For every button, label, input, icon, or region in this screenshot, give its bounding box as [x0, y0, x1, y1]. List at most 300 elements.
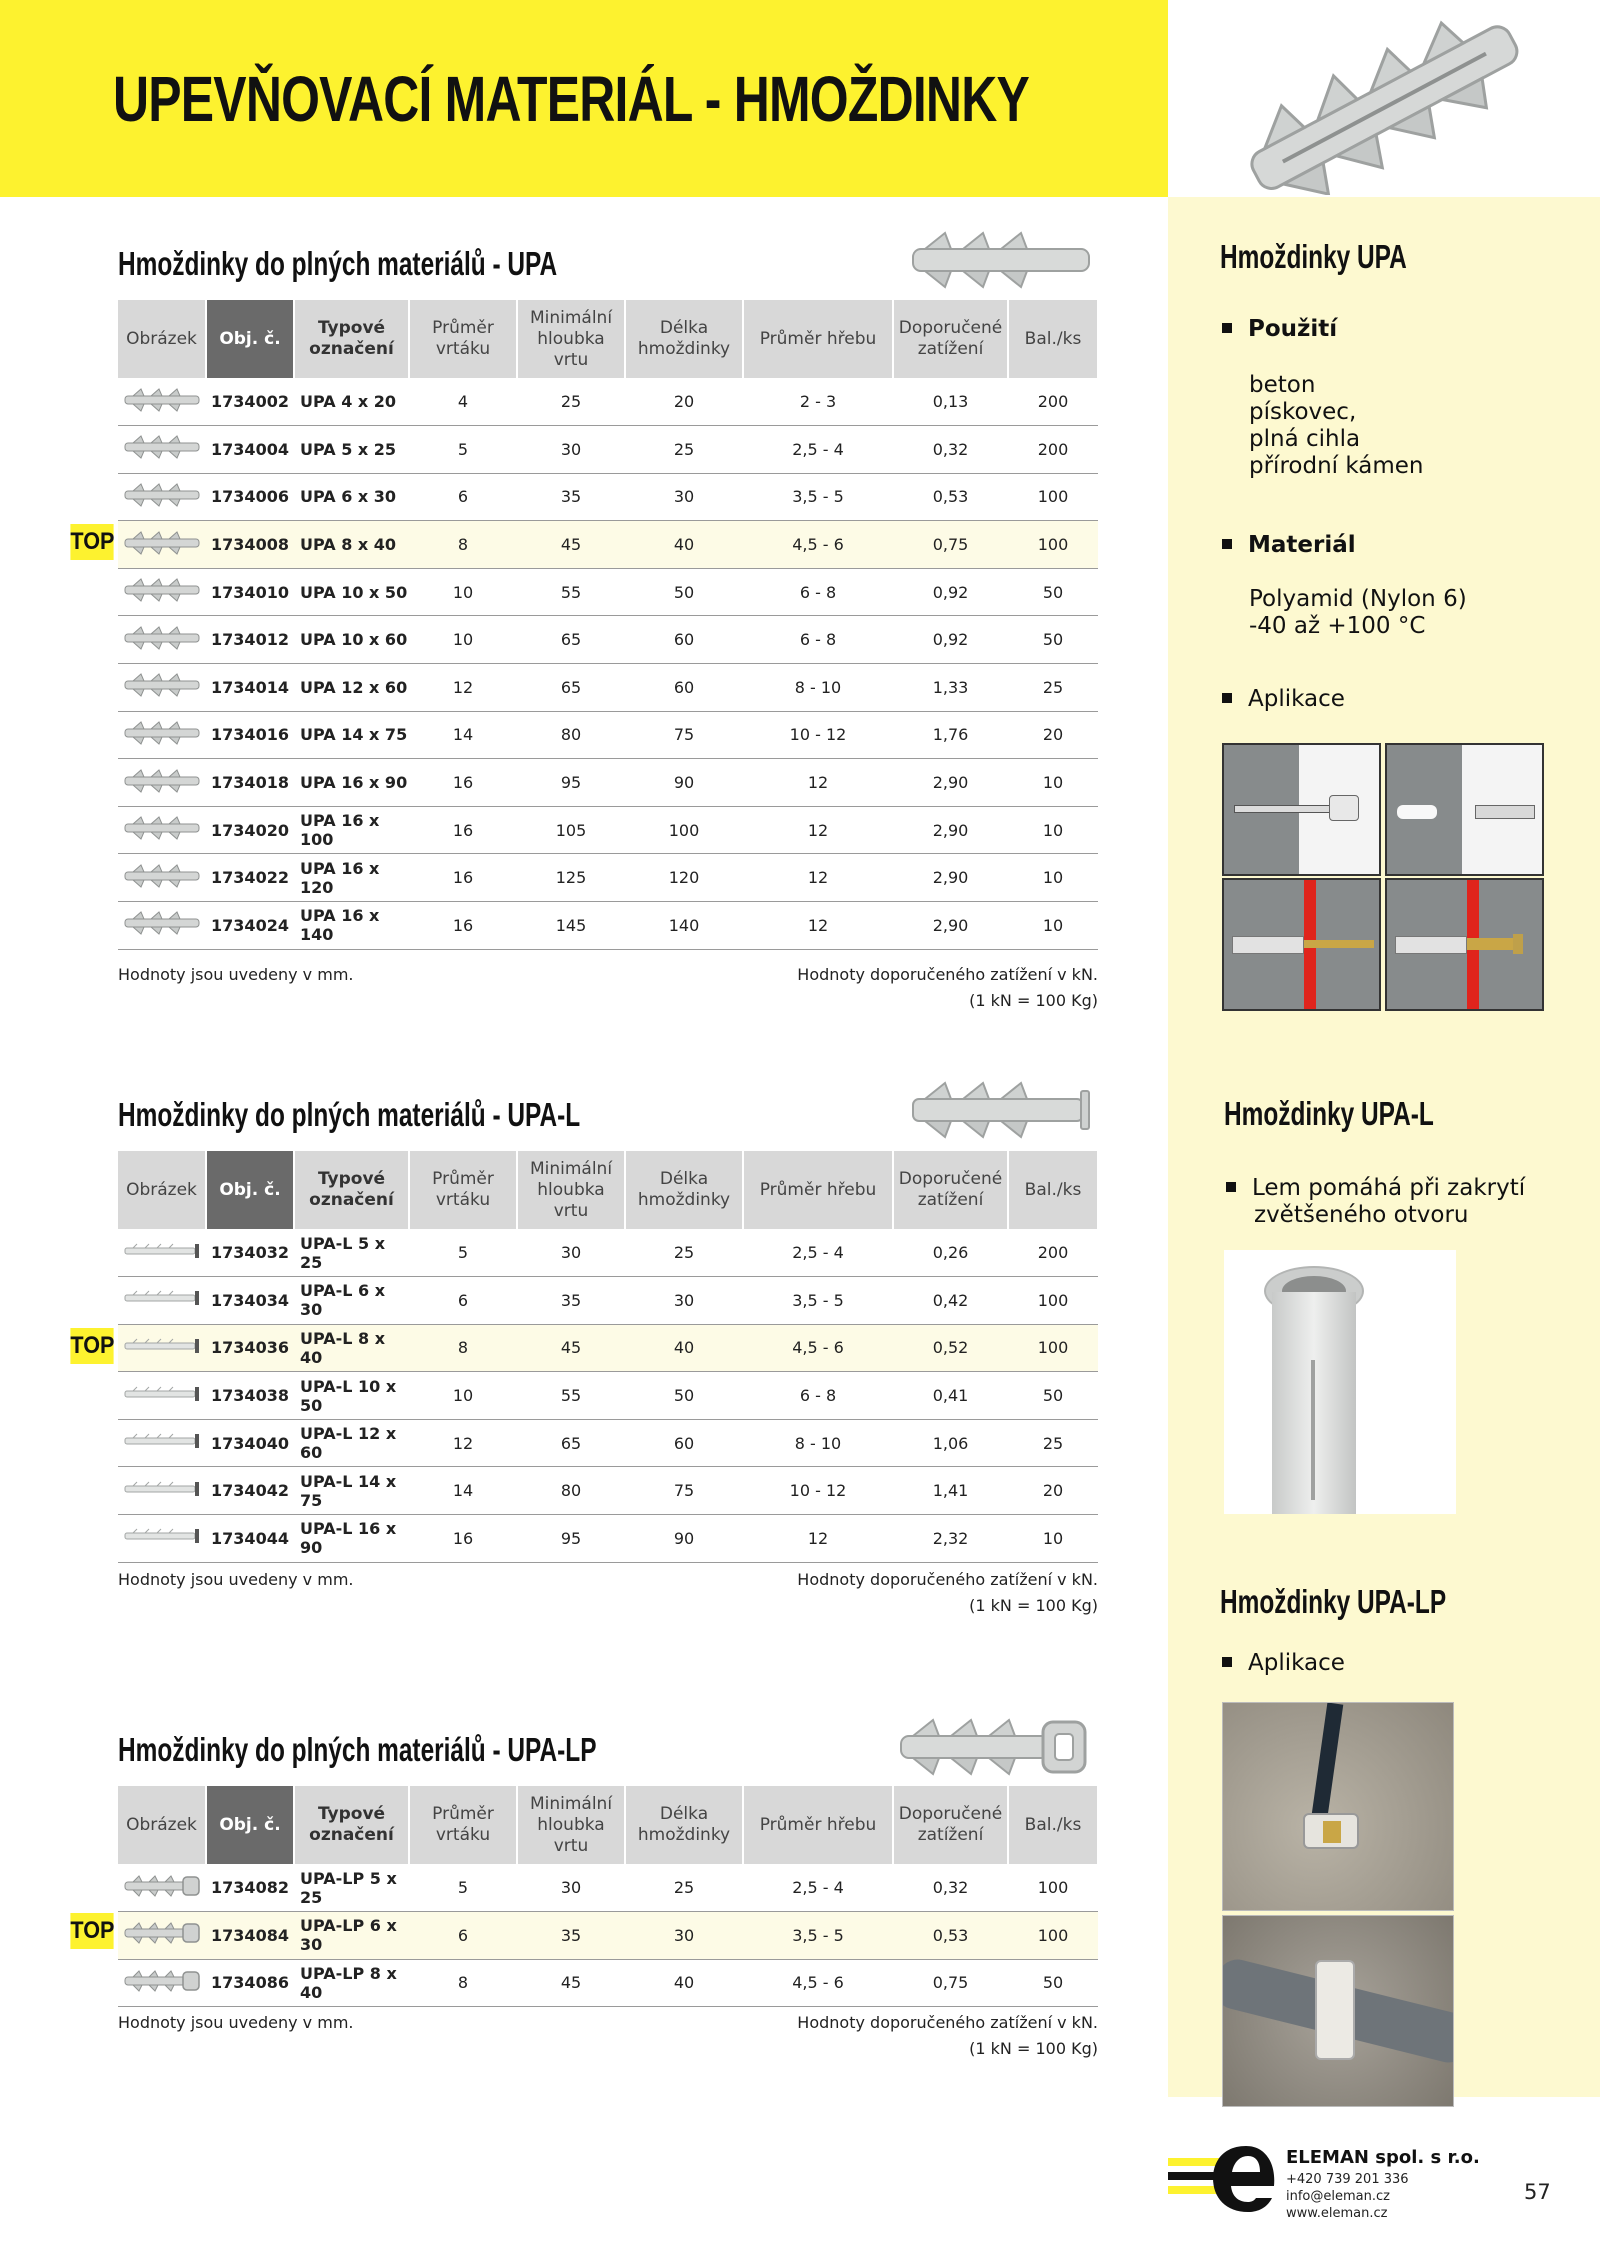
type-designation: UPA-L 6 x 30 — [294, 1277, 409, 1325]
table-row — [118, 806, 1098, 854]
min-hole-depth: 30 — [517, 426, 625, 474]
recommended-load: 0,92 — [893, 616, 1008, 664]
recommended-load: 0,53 — [893, 473, 1008, 521]
min-hole-depth: 145 — [517, 902, 625, 950]
drill-diameter: 6 — [409, 1912, 517, 1960]
table-row — [118, 473, 1098, 521]
anchor-length: 25 — [625, 426, 743, 474]
material-item: Polyamid (Nylon 6) — [1249, 586, 1467, 612]
type-designation: UPA-L 10 x 50 — [294, 1372, 409, 1420]
order-number: 1734086 — [206, 1959, 294, 2007]
pack-quantity: 10 — [1008, 1515, 1098, 1563]
table-row — [118, 1277, 1098, 1325]
pack-quantity: 20 — [1008, 1467, 1098, 1515]
anchor-length: 75 — [625, 1467, 743, 1515]
top-badge: TOP — [70, 1328, 113, 1364]
note-kn-text: Hodnoty doporučeného zatížení v kN. — [797, 1570, 1098, 1589]
col-prumer-hrebu: Průměr hřebu — [743, 1786, 893, 1864]
pack-quantity: 100 — [1008, 1277, 1098, 1325]
nail-diameter: 10 - 12 — [743, 1467, 893, 1515]
sidebar-title-upa: Hmoždinky UPA — [1220, 238, 1407, 275]
drill-diameter: 10 — [409, 1372, 517, 1420]
nail-diameter: 10 - 12 — [743, 711, 893, 759]
drill-diameter: 5 — [409, 1864, 517, 1912]
company-email: info@eleman.cz — [1286, 2189, 1390, 2204]
pouziti-item: pískovec, — [1249, 399, 1357, 425]
drill-diameter: 16 — [409, 806, 517, 854]
table-row — [118, 521, 1098, 569]
anchor-length: 90 — [625, 759, 743, 807]
pack-quantity: 100 — [1008, 1324, 1098, 1372]
pack-quantity: 50 — [1008, 1959, 1098, 2007]
drill-diameter: 8 — [409, 521, 517, 569]
top-badge: TOP — [70, 524, 113, 560]
table-row — [118, 1467, 1098, 1515]
anchor-length: 140 — [625, 902, 743, 950]
recommended-load: 1,76 — [893, 711, 1008, 759]
type-designation: UPA 8 x 40 — [294, 521, 409, 569]
type-designation: UPA-LP 5 x 25 — [294, 1864, 409, 1912]
drill-diameter: 8 — [409, 1324, 517, 1372]
pack-quantity: 100 — [1008, 521, 1098, 569]
nail-diameter: 6 - 8 — [743, 1372, 893, 1420]
order-number: 1734012 — [206, 616, 294, 664]
page-title: UPEVŇOVACÍ MATERIÁL - HMOŽDINKY — [113, 63, 1029, 135]
table-header-row — [118, 300, 1098, 378]
nail-diameter: 3,5 - 5 — [743, 1277, 893, 1325]
anchor-thumbnail — [118, 1419, 206, 1467]
order-number: 1734042 — [206, 1467, 294, 1515]
step-drill-image — [1222, 743, 1381, 876]
order-number: 1734038 — [206, 1372, 294, 1420]
step-insert-image — [1385, 743, 1544, 876]
nail-diameter: 3,5 - 5 — [743, 473, 893, 521]
drill-diameter: 6 — [409, 473, 517, 521]
nail-diameter: 6 - 8 — [743, 616, 893, 664]
col-zatizeni: Doporučené zatížení — [893, 1151, 1008, 1229]
pack-quantity: 10 — [1008, 806, 1098, 854]
type-designation: UPA 10 x 60 — [294, 616, 409, 664]
eleman-logo — [1168, 2138, 1278, 2218]
anchor-thumbnail — [118, 854, 206, 902]
type-designation: UPA-L 5 x 25 — [294, 1229, 409, 1277]
sidebar-title-upal: Hmoždinky UPA-L — [1224, 1095, 1434, 1132]
order-number: 1734032 — [206, 1229, 294, 1277]
note-mm: Hodnoty jsou uvedeny v mm. — [118, 1570, 354, 1589]
min-hole-depth: 25 — [517, 378, 625, 426]
order-number: 1734082 — [206, 1864, 294, 1912]
col-bal: Bal./ks — [1008, 1151, 1098, 1229]
order-number: 1734002 — [206, 378, 294, 426]
type-designation: UPA 16 x 120 — [294, 854, 409, 902]
order-number: 1734010 — [206, 568, 294, 616]
col-prumer-vrtaku: Průměr vrtáku — [409, 300, 517, 378]
nail-diameter: 8 - 10 — [743, 1419, 893, 1467]
anchor-thumbnail — [118, 1959, 206, 2007]
pack-quantity: 20 — [1008, 711, 1098, 759]
anchor-length: 30 — [625, 473, 743, 521]
nail-diameter: 12 — [743, 902, 893, 950]
min-hole-depth: 30 — [517, 1864, 625, 1912]
step-screw-image — [1222, 878, 1381, 1011]
anchor-length: 60 — [625, 616, 743, 664]
nail-diameter: 4,5 - 6 — [743, 521, 893, 569]
pack-quantity: 200 — [1008, 426, 1098, 474]
col-obrazek: Obrázek — [118, 1786, 206, 1864]
table-row — [118, 902, 1098, 950]
pack-quantity: 10 — [1008, 854, 1098, 902]
recommended-load: 0,52 — [893, 1324, 1008, 1372]
min-hole-depth: 95 — [517, 1515, 625, 1563]
col-typ: Typové označení — [294, 1151, 409, 1229]
anchor-length: 50 — [625, 1372, 743, 1420]
table-row — [118, 426, 1098, 474]
recommended-load: 2,90 — [893, 759, 1008, 807]
pouziti-label: Použití — [1222, 316, 1337, 342]
min-hole-depth: 30 — [517, 1229, 625, 1277]
drill-diameter: 16 — [409, 854, 517, 902]
anchor-thumbnail — [118, 616, 206, 664]
anchor-length: 60 — [625, 664, 743, 712]
recommended-load: 0,32 — [893, 1864, 1008, 1912]
recommended-load: 0,13 — [893, 378, 1008, 426]
note-kn-conversion: (1 kN = 100 Kg) — [969, 2039, 1098, 2058]
min-hole-depth: 65 — [517, 664, 625, 712]
recommended-load: 2,32 — [893, 1515, 1008, 1563]
recommended-load: 0,32 — [893, 426, 1008, 474]
anchor-thumbnail — [118, 1912, 206, 1960]
col-delka: Délka hmoždinky — [625, 300, 743, 378]
type-designation: UPA-L 12 x 60 — [294, 1419, 409, 1467]
order-number: 1734008 — [206, 521, 294, 569]
recommended-load: 2,90 — [893, 902, 1008, 950]
note-kn-text: Hodnoty doporučeného zatížení v kN. — [797, 965, 1098, 984]
table-row — [118, 1912, 1098, 1960]
note-mm: Hodnoty jsou uvedeny v mm. — [118, 2013, 354, 2032]
recommended-load: 0,53 — [893, 1912, 1008, 1960]
col-bal: Bal./ks — [1008, 300, 1098, 378]
company-web: www.eleman.cz — [1286, 2206, 1388, 2221]
pouziti-item: přírodní kámen — [1249, 453, 1424, 479]
section-title-upal: Hmoždinky do plných materiálů - UPA-L — [118, 1096, 581, 1133]
nail-diameter: 12 — [743, 854, 893, 902]
anchor-thumbnail — [118, 378, 206, 426]
table-row — [118, 1229, 1098, 1277]
drill-diameter: 8 — [409, 1959, 517, 2007]
drill-diameter: 5 — [409, 1229, 517, 1277]
table-header-row — [118, 1151, 1098, 1229]
order-number: 1734014 — [206, 664, 294, 712]
order-number: 1734040 — [206, 1419, 294, 1467]
col-prumer-vrtaku: Průměr vrtáku — [409, 1786, 517, 1864]
step-fixed-image — [1385, 878, 1544, 1011]
type-designation: UPA-L 16 x 90 — [294, 1515, 409, 1563]
note-mm: Hodnoty jsou uvedeny v mm. — [118, 965, 354, 984]
anchor-length: 20 — [625, 378, 743, 426]
anchor-length: 60 — [625, 1419, 743, 1467]
col-typ: Typové označení — [294, 300, 409, 378]
col-obrazek: Obrázek — [118, 300, 206, 378]
aplikace-label: Aplikace — [1222, 686, 1345, 712]
anchor-thumbnail — [118, 1864, 206, 1912]
application-steps-image — [1222, 743, 1544, 1011]
type-designation: UPA 16 x 100 — [294, 806, 409, 854]
col-prumer-hrebu: Průměr hřebu — [743, 300, 893, 378]
drill-diameter: 4 — [409, 378, 517, 426]
upal-table — [118, 1151, 1099, 1563]
col-prumer-hrebu: Průměr hřebu — [743, 1151, 893, 1229]
upalp-aplikace-label: Aplikace — [1222, 1650, 1345, 1676]
min-hole-depth: 65 — [517, 616, 625, 664]
drill-diameter: 16 — [409, 1515, 517, 1563]
pack-quantity: 100 — [1008, 1864, 1098, 1912]
anchor-thumbnail — [118, 568, 206, 616]
pack-quantity: 200 — [1008, 1229, 1098, 1277]
recommended-load: 1,06 — [893, 1419, 1008, 1467]
note-kn-conversion: (1 kN = 100 Kg) — [969, 1596, 1098, 1615]
anchor-thumbnail — [118, 711, 206, 759]
pack-quantity: 100 — [1008, 1912, 1098, 1960]
nail-diameter: 12 — [743, 1515, 893, 1563]
col-prumer-vrtaku: Průměr vrtáku — [409, 1151, 517, 1229]
company-phone: +420 739 201 336 — [1286, 2172, 1409, 2187]
order-number: 1734022 — [206, 854, 294, 902]
nail-diameter: 2,5 - 4 — [743, 1229, 893, 1277]
note-kn — [797, 962, 1098, 1014]
pack-quantity: 100 — [1008, 473, 1098, 521]
min-hole-depth: 125 — [517, 854, 625, 902]
anchor-thumbnail — [118, 1467, 206, 1515]
drill-diameter: 14 — [409, 711, 517, 759]
order-number: 1734020 — [206, 806, 294, 854]
anchor-thumbnail — [118, 759, 206, 807]
table-row — [118, 1515, 1098, 1563]
note-kn — [797, 1567, 1098, 1619]
drill-diameter: 16 — [409, 759, 517, 807]
anchor-length: 30 — [625, 1912, 743, 1960]
note-kn — [797, 2010, 1098, 2062]
pack-quantity: 10 — [1008, 759, 1098, 807]
table-row — [118, 854, 1098, 902]
pack-quantity: 25 — [1008, 1419, 1098, 1467]
sidebar-title-upalp: Hmoždinky UPA-LP — [1220, 1583, 1447, 1620]
section-title-upa: Hmoždinky do plných materiálů - UPA — [118, 245, 558, 282]
recommended-load: 0,92 — [893, 568, 1008, 616]
pack-quantity: 200 — [1008, 378, 1098, 426]
top-badge: TOP — [70, 1913, 113, 1949]
recommended-load: 2,90 — [893, 806, 1008, 854]
col-obj: Obj. č. — [206, 1786, 294, 1864]
pack-quantity: 10 — [1008, 902, 1098, 950]
anchor-thumbnail — [118, 902, 206, 950]
anchor-thumbnail — [118, 1372, 206, 1420]
order-number: 1734034 — [206, 1277, 294, 1325]
anchor-length: 50 — [625, 568, 743, 616]
type-designation: UPA-L 14 x 75 — [294, 1467, 409, 1515]
order-number: 1734004 — [206, 426, 294, 474]
min-hole-depth: 55 — [517, 568, 625, 616]
material-list — [1249, 586, 1467, 640]
anchor-length: 25 — [625, 1864, 743, 1912]
anchor-length: 40 — [625, 1324, 743, 1372]
pack-quantity: 25 — [1008, 664, 1098, 712]
drill-diameter: 10 — [409, 568, 517, 616]
min-hole-depth: 45 — [517, 1959, 625, 2007]
type-designation: UPA-LP 6 x 30 — [294, 1912, 409, 1960]
anchor-thumbnail — [118, 1515, 206, 1563]
min-hole-depth: 95 — [517, 759, 625, 807]
anchor-length: 120 — [625, 854, 743, 902]
nail-diameter: 4,5 - 6 — [743, 1324, 893, 1372]
pack-quantity: 50 — [1008, 568, 1098, 616]
min-hole-depth: 80 — [517, 1467, 625, 1515]
type-designation: UPA 4 x 20 — [294, 378, 409, 426]
drill-diameter: 10 — [409, 616, 517, 664]
upal-feature: Lem pomáhá při zakrytí — [1226, 1175, 1525, 1201]
upal-feature-cont: zvětšeného otvoru — [1254, 1202, 1469, 1228]
table-row — [118, 1959, 1098, 2007]
drill-diameter: 12 — [409, 1419, 517, 1467]
table-row — [118, 378, 1098, 426]
col-obj: Obj. č. — [206, 300, 294, 378]
anchor-length: 100 — [625, 806, 743, 854]
pack-quantity: 50 — [1008, 1372, 1098, 1420]
pouziti-item: plná cihla — [1249, 426, 1361, 452]
anchor-length: 40 — [625, 521, 743, 569]
table-row — [118, 1372, 1098, 1420]
table-row — [118, 1419, 1098, 1467]
table-row — [118, 759, 1098, 807]
order-number: 1734018 — [206, 759, 294, 807]
anchor-length: 25 — [625, 1229, 743, 1277]
type-designation: UPA 14 x 75 — [294, 711, 409, 759]
col-zatizeni: Doporučené zatížení — [893, 1786, 1008, 1864]
anchor-thumbnail — [118, 426, 206, 474]
anchor-thumbnail — [118, 521, 206, 569]
anchor-thumbnail — [118, 1324, 206, 1372]
anchor-length: 90 — [625, 1515, 743, 1563]
anchor-thumbnail — [118, 1229, 206, 1277]
company-name: ELEMAN spol. s r.o. — [1286, 2147, 1480, 2168]
nail-diameter: 2 - 3 — [743, 378, 893, 426]
upalp-product-image — [893, 1712, 1093, 1784]
drill-diameter: 5 — [409, 426, 517, 474]
type-designation: UPA-LP 8 x 40 — [294, 1959, 409, 2007]
anchor-thumbnail — [118, 1277, 206, 1325]
col-zatizeni: Doporučené zatížení — [893, 300, 1008, 378]
nail-diameter: 12 — [743, 806, 893, 854]
order-number: 1734084 — [206, 1912, 294, 1960]
nail-diameter: 6 - 8 — [743, 568, 893, 616]
drill-diameter: 14 — [409, 1467, 517, 1515]
min-hole-depth: 35 — [517, 473, 625, 521]
table-row — [118, 616, 1098, 664]
anchor-length: 75 — [625, 711, 743, 759]
drill-diameter: 16 — [409, 902, 517, 950]
nail-diameter: 3,5 - 5 — [743, 1912, 893, 1960]
order-number: 1734036 — [206, 1324, 294, 1372]
anchor-length: 40 — [625, 1959, 743, 2007]
recommended-load: 0,75 — [893, 1959, 1008, 2007]
type-designation: UPA 6 x 30 — [294, 473, 409, 521]
recommended-load: 0,41 — [893, 1372, 1008, 1420]
type-designation: UPA 10 x 50 — [294, 568, 409, 616]
recommended-load: 1,41 — [893, 1467, 1008, 1515]
order-number: 1734016 — [206, 711, 294, 759]
min-hole-depth: 65 — [517, 1419, 625, 1467]
anchor-product-image — [1200, 20, 1560, 195]
material-label: Materiál — [1222, 532, 1356, 558]
order-number: 1734024 — [206, 902, 294, 950]
page-number: 57 — [1524, 2180, 1551, 2204]
type-designation: UPA-L 8 x 40 — [294, 1324, 409, 1372]
col-obj: Obj. č. — [206, 1151, 294, 1229]
pouziti-list — [1249, 372, 1424, 480]
upalp-application-photo-1 — [1222, 1702, 1454, 1911]
upa-product-image — [905, 225, 1095, 295]
upal-product-photo — [1224, 1250, 1456, 1514]
col-bal: Bal./ks — [1008, 1786, 1098, 1864]
pack-quantity: 50 — [1008, 616, 1098, 664]
min-hole-depth: 45 — [517, 1324, 625, 1372]
nail-diameter: 12 — [743, 759, 893, 807]
anchor-thumbnail — [118, 473, 206, 521]
recommended-load: 1,33 — [893, 664, 1008, 712]
nail-diameter: 4,5 - 6 — [743, 1959, 893, 2007]
type-designation: UPA 12 x 60 — [294, 664, 409, 712]
col-delka: Délka hmoždinky — [625, 1786, 743, 1864]
col-obrazek: Obrázek — [118, 1151, 206, 1229]
type-designation: UPA 16 x 90 — [294, 759, 409, 807]
recommended-load: 0,75 — [893, 521, 1008, 569]
order-number: 1734006 — [206, 473, 294, 521]
upalp-application-photo-2 — [1222, 1915, 1454, 2107]
note-kn-text: Hodnoty doporučeného zatížení v kN. — [797, 2013, 1098, 2032]
table-row — [118, 1324, 1098, 1372]
recommended-load: 0,26 — [893, 1229, 1008, 1277]
table-row — [118, 1864, 1098, 1912]
drill-diameter: 6 — [409, 1277, 517, 1325]
upa-table — [118, 300, 1099, 950]
material-item: -40 až +100 °C — [1249, 613, 1426, 639]
type-designation: UPA 5 x 25 — [294, 426, 409, 474]
min-hole-depth: 35 — [517, 1912, 625, 1960]
anchor-length: 30 — [625, 1277, 743, 1325]
table-row — [118, 568, 1098, 616]
anchor-thumbnail — [118, 806, 206, 854]
table-row — [118, 664, 1098, 712]
table-header-row — [118, 1786, 1098, 1864]
pouziti-item: beton — [1249, 372, 1316, 398]
upal-product-image — [905, 1075, 1095, 1145]
min-hole-depth: 105 — [517, 806, 625, 854]
col-min-hloubka: Minimální hloubka vrtu — [517, 1151, 625, 1229]
table-row — [118, 711, 1098, 759]
section-title-upalp: Hmoždinky do plných materiálů - UPA-LP — [118, 1731, 597, 1768]
upalp-table — [118, 1786, 1099, 2007]
nail-diameter: 2,5 - 4 — [743, 1864, 893, 1912]
recommended-load: 2,90 — [893, 854, 1008, 902]
drill-diameter: 12 — [409, 664, 517, 712]
col-delka: Délka hmoždinky — [625, 1151, 743, 1229]
min-hole-depth: 35 — [517, 1277, 625, 1325]
note-kn-conversion: (1 kN = 100 Kg) — [969, 991, 1098, 1010]
nail-diameter: 8 - 10 — [743, 664, 893, 712]
nail-diameter: 2,5 - 4 — [743, 426, 893, 474]
recommended-load: 0,42 — [893, 1277, 1008, 1325]
type-designation: UPA 16 x 140 — [294, 902, 409, 950]
col-typ: Typové označení — [294, 1786, 409, 1864]
